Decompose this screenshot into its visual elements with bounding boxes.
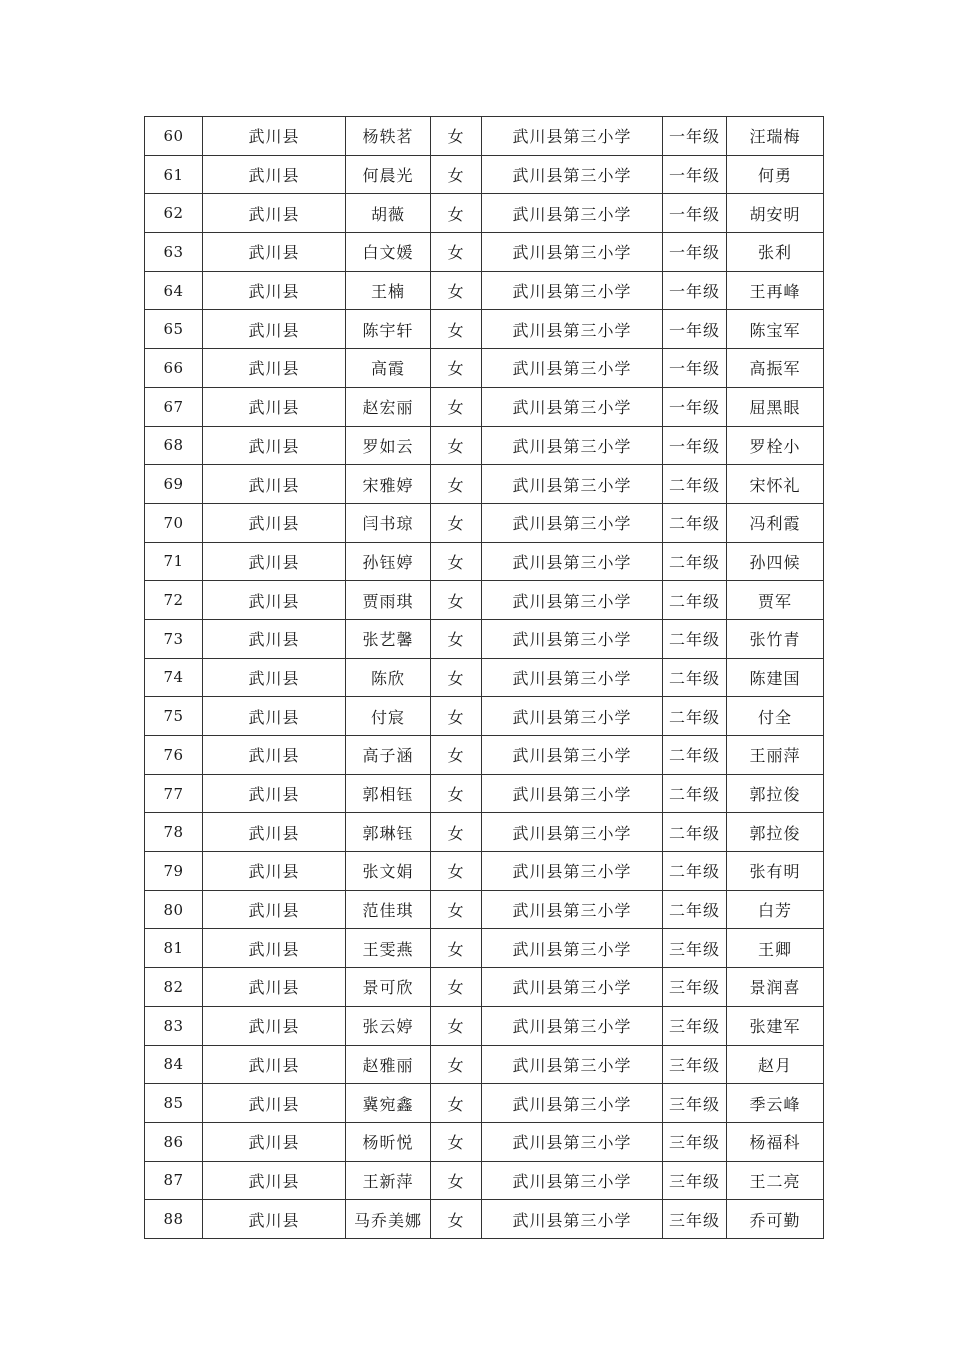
row-number-cell: 61 <box>145 155 203 194</box>
school-cell: 武川县第三小学 <box>482 736 663 775</box>
school-cell: 武川县第三小学 <box>482 117 663 156</box>
student-name-cell: 白文媛 <box>346 233 431 272</box>
county-cell: 武川县 <box>203 503 346 542</box>
school-cell: 武川县第三小学 <box>482 503 663 542</box>
grade-cell: 二年级 <box>663 813 727 852</box>
gender-cell: 女 <box>431 271 482 310</box>
row-number-cell: 73 <box>145 619 203 658</box>
school-cell: 武川县第三小学 <box>482 968 663 1007</box>
student-name-cell: 何晨光 <box>346 155 431 194</box>
grade-cell: 一年级 <box>663 387 727 426</box>
table-row <box>145 1084 824 1123</box>
student-name-cell: 马乔美娜 <box>346 1200 431 1239</box>
grade-cell: 一年级 <box>663 271 727 310</box>
guardian-name-cell: 赵月 <box>727 1045 824 1084</box>
guardian-name-cell: 高振军 <box>727 349 824 388</box>
row-number-cell: 84 <box>145 1045 203 1084</box>
county-cell: 武川县 <box>203 387 346 426</box>
gender-cell: 女 <box>431 117 482 156</box>
school-cell: 武川县第三小学 <box>482 1161 663 1200</box>
gender-cell: 女 <box>431 310 482 349</box>
student-name-cell: 冀宛鑫 <box>346 1084 431 1123</box>
student-list-table <box>144 116 824 1239</box>
row-number-cell: 88 <box>145 1200 203 1239</box>
row-number-cell: 68 <box>145 426 203 465</box>
guardian-name-cell: 张建军 <box>727 1006 824 1045</box>
grade-cell: 三年级 <box>663 1006 727 1045</box>
guardian-name-cell: 贾军 <box>727 581 824 620</box>
gender-cell: 女 <box>431 813 482 852</box>
row-number-cell: 71 <box>145 542 203 581</box>
guardian-name-cell: 宋怀礼 <box>727 465 824 504</box>
gender-cell: 女 <box>431 349 482 388</box>
row-number-cell: 80 <box>145 890 203 929</box>
guardian-name-cell: 景润喜 <box>727 968 824 1007</box>
grade-cell: 一年级 <box>663 310 727 349</box>
school-cell: 武川县第三小学 <box>482 1084 663 1123</box>
grade-cell: 一年级 <box>663 233 727 272</box>
guardian-name-cell: 王丽萍 <box>727 736 824 775</box>
school-cell: 武川县第三小学 <box>482 929 663 968</box>
guardian-name-cell: 郭拉俊 <box>727 774 824 813</box>
school-cell: 武川县第三小学 <box>482 349 663 388</box>
student-name-cell: 张云婷 <box>346 1006 431 1045</box>
gender-cell: 女 <box>431 194 482 233</box>
guardian-name-cell: 郭拉俊 <box>727 813 824 852</box>
grade-cell: 三年级 <box>663 1045 727 1084</box>
school-cell: 武川县第三小学 <box>482 774 663 813</box>
table-row <box>145 271 824 310</box>
school-cell: 武川县第三小学 <box>482 155 663 194</box>
grade-cell: 二年级 <box>663 658 727 697</box>
row-number-cell: 76 <box>145 736 203 775</box>
row-number-cell: 75 <box>145 697 203 736</box>
row-number-cell: 62 <box>145 194 203 233</box>
student-name-cell: 高子涵 <box>346 736 431 775</box>
gender-cell: 女 <box>431 619 482 658</box>
table-row <box>145 581 824 620</box>
county-cell: 武川县 <box>203 1084 346 1123</box>
school-cell: 武川县第三小学 <box>482 1045 663 1084</box>
gender-cell: 女 <box>431 1006 482 1045</box>
gender-cell: 女 <box>431 968 482 1007</box>
grade-cell: 二年级 <box>663 581 727 620</box>
row-number-cell: 87 <box>145 1161 203 1200</box>
row-number-cell: 67 <box>145 387 203 426</box>
row-number-cell: 72 <box>145 581 203 620</box>
grade-cell: 三年级 <box>663 1200 727 1239</box>
table-row <box>145 813 824 852</box>
school-cell: 武川县第三小学 <box>482 194 663 233</box>
grade-cell: 二年级 <box>663 890 727 929</box>
guardian-name-cell: 陈建国 <box>727 658 824 697</box>
table-row <box>145 929 824 968</box>
county-cell: 武川县 <box>203 581 346 620</box>
guardian-name-cell: 付全 <box>727 697 824 736</box>
table-row <box>145 542 824 581</box>
county-cell: 武川县 <box>203 349 346 388</box>
row-number-cell: 81 <box>145 929 203 968</box>
school-cell: 武川县第三小学 <box>482 426 663 465</box>
row-number-cell: 78 <box>145 813 203 852</box>
table-row <box>145 697 824 736</box>
table-row <box>145 426 824 465</box>
student-name-cell: 贾雨琪 <box>346 581 431 620</box>
student-name-cell: 陈欣 <box>346 658 431 697</box>
student-name-cell: 景可欣 <box>346 968 431 1007</box>
gender-cell: 女 <box>431 1161 482 1200</box>
table-row <box>145 1200 824 1239</box>
table-row <box>145 117 824 156</box>
county-cell: 武川县 <box>203 233 346 272</box>
row-number-cell: 63 <box>145 233 203 272</box>
table-row <box>145 310 824 349</box>
gender-cell: 女 <box>431 697 482 736</box>
table-row <box>145 852 824 891</box>
gender-cell: 女 <box>431 1084 482 1123</box>
table-row <box>145 774 824 813</box>
grade-cell: 三年级 <box>663 1161 727 1200</box>
row-number-cell: 85 <box>145 1084 203 1123</box>
guardian-name-cell: 张有明 <box>727 852 824 891</box>
county-cell: 武川县 <box>203 619 346 658</box>
row-number-cell: 82 <box>145 968 203 1007</box>
guardian-name-cell: 汪瑞梅 <box>727 117 824 156</box>
county-cell: 武川县 <box>203 658 346 697</box>
guardian-name-cell: 冯利霞 <box>727 503 824 542</box>
student-name-cell: 胡薇 <box>346 194 431 233</box>
guardian-name-cell: 张竹青 <box>727 619 824 658</box>
row-number-cell: 65 <box>145 310 203 349</box>
school-cell: 武川县第三小学 <box>482 542 663 581</box>
guardian-name-cell: 陈宝军 <box>727 310 824 349</box>
gender-cell: 女 <box>431 233 482 272</box>
county-cell: 武川县 <box>203 1045 346 1084</box>
student-name-cell: 郭相钰 <box>346 774 431 813</box>
county-cell: 武川县 <box>203 1122 346 1161</box>
grade-cell: 一年级 <box>663 194 727 233</box>
gender-cell: 女 <box>431 929 482 968</box>
student-name-cell: 王新萍 <box>346 1161 431 1200</box>
row-number-cell: 69 <box>145 465 203 504</box>
table-row <box>145 890 824 929</box>
school-cell: 武川县第三小学 <box>482 619 663 658</box>
student-name-cell: 范佳琪 <box>346 890 431 929</box>
guardian-name-cell: 孙四候 <box>727 542 824 581</box>
county-cell: 武川县 <box>203 890 346 929</box>
row-number-cell: 74 <box>145 658 203 697</box>
gender-cell: 女 <box>431 658 482 697</box>
row-number-cell: 60 <box>145 117 203 156</box>
school-cell: 武川县第三小学 <box>482 581 663 620</box>
county-cell: 武川县 <box>203 542 346 581</box>
student-name-cell: 张文娟 <box>346 852 431 891</box>
guardian-name-cell: 季云峰 <box>727 1084 824 1123</box>
guardian-name-cell: 屈黑眼 <box>727 387 824 426</box>
student-name-cell: 宋雅婷 <box>346 465 431 504</box>
student-name-cell: 杨轶茗 <box>346 117 431 156</box>
guardian-name-cell: 王再峰 <box>727 271 824 310</box>
grade-cell: 一年级 <box>663 155 727 194</box>
guardian-name-cell: 胡安明 <box>727 194 824 233</box>
county-cell: 武川县 <box>203 310 346 349</box>
grade-cell: 二年级 <box>663 736 727 775</box>
student-name-cell: 高霞 <box>346 349 431 388</box>
gender-cell: 女 <box>431 1045 482 1084</box>
county-cell: 武川县 <box>203 968 346 1007</box>
table-row <box>145 349 824 388</box>
county-cell: 武川县 <box>203 774 346 813</box>
grade-cell: 二年级 <box>663 852 727 891</box>
student-name-cell: 王楠 <box>346 271 431 310</box>
student-name-cell: 闫书琼 <box>346 503 431 542</box>
student-name-cell: 郭琳钰 <box>346 813 431 852</box>
school-cell: 武川县第三小学 <box>482 658 663 697</box>
grade-cell: 一年级 <box>663 426 727 465</box>
county-cell: 武川县 <box>203 155 346 194</box>
guardian-name-cell: 张利 <box>727 233 824 272</box>
row-number-cell: 86 <box>145 1122 203 1161</box>
school-cell: 武川县第三小学 <box>482 387 663 426</box>
student-name-cell: 赵雅丽 <box>346 1045 431 1084</box>
gender-cell: 女 <box>431 736 482 775</box>
row-number-cell: 70 <box>145 503 203 542</box>
gender-cell: 女 <box>431 890 482 929</box>
school-cell: 武川县第三小学 <box>482 1200 663 1239</box>
gender-cell: 女 <box>431 581 482 620</box>
gender-cell: 女 <box>431 542 482 581</box>
table-row <box>145 155 824 194</box>
guardian-name-cell: 何勇 <box>727 155 824 194</box>
guardian-name-cell: 杨福科 <box>727 1122 824 1161</box>
table-row <box>145 1006 824 1045</box>
county-cell: 武川县 <box>203 736 346 775</box>
county-cell: 武川县 <box>203 813 346 852</box>
grade-cell: 三年级 <box>663 1084 727 1123</box>
guardian-name-cell: 王二亮 <box>727 1161 824 1200</box>
student-name-cell: 张艺馨 <box>346 619 431 658</box>
gender-cell: 女 <box>431 503 482 542</box>
student-name-cell: 付宸 <box>346 697 431 736</box>
grade-cell: 二年级 <box>663 542 727 581</box>
student-name-cell: 赵宏丽 <box>346 387 431 426</box>
student-name-cell: 陈宇轩 <box>346 310 431 349</box>
table-row <box>145 503 824 542</box>
grade-cell: 二年级 <box>663 697 727 736</box>
table-row <box>145 736 824 775</box>
table-row <box>145 619 824 658</box>
gender-cell: 女 <box>431 426 482 465</box>
grade-cell: 二年级 <box>663 774 727 813</box>
table-row <box>145 658 824 697</box>
row-number-cell: 79 <box>145 852 203 891</box>
guardian-name-cell: 王卿 <box>727 929 824 968</box>
county-cell: 武川县 <box>203 271 346 310</box>
gender-cell: 女 <box>431 465 482 504</box>
gender-cell: 女 <box>431 1200 482 1239</box>
school-cell: 武川县第三小学 <box>482 852 663 891</box>
county-cell: 武川县 <box>203 852 346 891</box>
grade-cell: 二年级 <box>663 503 727 542</box>
grade-cell: 二年级 <box>663 619 727 658</box>
table-body <box>145 117 824 1239</box>
table-row <box>145 194 824 233</box>
row-number-cell: 77 <box>145 774 203 813</box>
grade-cell: 三年级 <box>663 929 727 968</box>
county-cell: 武川县 <box>203 697 346 736</box>
gender-cell: 女 <box>431 155 482 194</box>
table-row <box>145 387 824 426</box>
school-cell: 武川县第三小学 <box>482 813 663 852</box>
guardian-name-cell: 罗栓小 <box>727 426 824 465</box>
table-row <box>145 1045 824 1084</box>
school-cell: 武川县第三小学 <box>482 1122 663 1161</box>
student-name-cell: 王雯燕 <box>346 929 431 968</box>
grade-cell: 一年级 <box>663 117 727 156</box>
student-name-cell: 杨昕悦 <box>346 1122 431 1161</box>
school-cell: 武川县第三小学 <box>482 233 663 272</box>
row-number-cell: 66 <box>145 349 203 388</box>
school-cell: 武川县第三小学 <box>482 271 663 310</box>
county-cell: 武川县 <box>203 426 346 465</box>
table-row <box>145 1161 824 1200</box>
row-number-cell: 64 <box>145 271 203 310</box>
gender-cell: 女 <box>431 774 482 813</box>
county-cell: 武川县 <box>203 465 346 504</box>
grade-cell: 一年级 <box>663 349 727 388</box>
guardian-name-cell: 乔可勤 <box>727 1200 824 1239</box>
school-cell: 武川县第三小学 <box>482 1006 663 1045</box>
table-row <box>145 233 824 272</box>
school-cell: 武川县第三小学 <box>482 310 663 349</box>
gender-cell: 女 <box>431 1122 482 1161</box>
gender-cell: 女 <box>431 852 482 891</box>
county-cell: 武川县 <box>203 1006 346 1045</box>
grade-cell: 三年级 <box>663 1122 727 1161</box>
county-cell: 武川县 <box>203 117 346 156</box>
guardian-name-cell: 白芳 <box>727 890 824 929</box>
student-name-cell: 罗如云 <box>346 426 431 465</box>
table-row <box>145 1122 824 1161</box>
county-cell: 武川县 <box>203 1200 346 1239</box>
school-cell: 武川县第三小学 <box>482 697 663 736</box>
row-number-cell: 83 <box>145 1006 203 1045</box>
table-row <box>145 968 824 1007</box>
county-cell: 武川县 <box>203 1161 346 1200</box>
student-name-cell: 孙钰婷 <box>346 542 431 581</box>
grade-cell: 三年级 <box>663 968 727 1007</box>
grade-cell: 二年级 <box>663 465 727 504</box>
county-cell: 武川县 <box>203 194 346 233</box>
county-cell: 武川县 <box>203 929 346 968</box>
table-row <box>145 465 824 504</box>
school-cell: 武川县第三小学 <box>482 890 663 929</box>
school-cell: 武川县第三小学 <box>482 465 663 504</box>
gender-cell: 女 <box>431 387 482 426</box>
